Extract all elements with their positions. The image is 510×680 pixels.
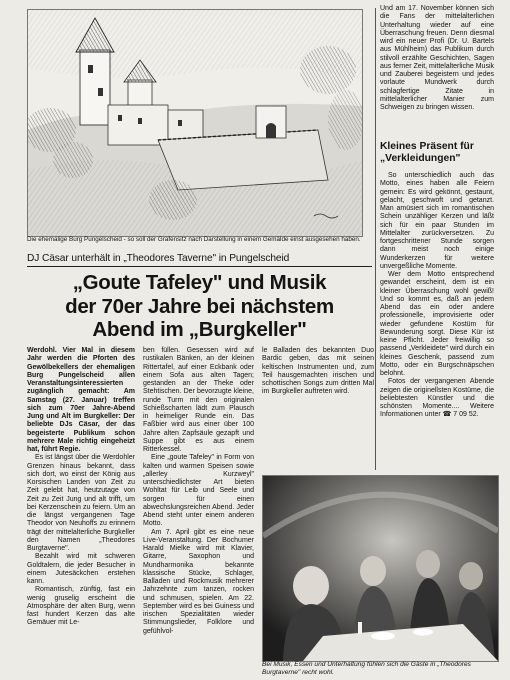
paragraph: le Balladen des bekannten Duo Bardic geben, das mit seinen keltischen Instrumenten und, zum Teil hausgemachten irischen und schottischen Songs zum dritten Mal im Burgkeller auftreten wird. (262, 347, 374, 396)
article-column-1 (27, 347, 135, 628)
paragraph: Am 7. April gibt es eine neue Live-Veranstaltung. Der Bochumer Harald Mielke wird mit Klavier, Gitarre, Saxophon und Mundharmonika bekannte klassische Stücke, Schlager, Balladen und Rockmusik mehrerer Jahrzehnte zum tanzen, rocken und schmusen, spielen. Am 22. September wird es bei Guiness und irischen Spezialitäten wieder Stimmungslieder, Folklore und gefühlvol- (143, 528, 254, 635)
top-photo-caption: Die ehemalige Burg Pungelscheid - so soll der Grafensitz nach Darstellung in einem Gemälde einst ausgesehen haben. (27, 236, 361, 243)
article-headline (27, 271, 372, 342)
paragraph: Und am 17. November können sich die Fans der mittelalterlichen Unterhaltung wieder auf eine Überraschung freuen. Denn diesmal wird ein neuer Profi (Dr. U. Bartels aus Mühlheim) das Publikum durch stilvoll erzählte Geschichten, Sagen aus ferner Zeit, mittelalterliche Musik und Zauberei begeistern und jedes vorlaute Mundwerk durch schlagfertige Zitate in mittelalterlicher Manier zum Schweigen zu bringen wissen. (380, 5, 494, 111)
kicker-rule (27, 266, 372, 267)
paragraph: Romantisch, zünftig, fast ein wenig gruselig erscheint die Atmosphäre der alten Burg, wenn fast hundert Kerzen das alte Gemäuer mit Le- (27, 586, 135, 627)
paragraph: Eine „goute Tafeley" in Form von kalten und warmen Speisen sowie „allerley Kurzweyl" unterschiedlichster Art bieten Wohltat für Leib und Seele und sorgen für einen abwechslungsreichen Abend. Jeder Abend steht unter einem anderen Motto. (143, 454, 254, 528)
subheading-line-1: Kleines Präsent für (380, 141, 474, 152)
headline-line-1: „Goute Tafeley" und Musik (72, 271, 327, 294)
paragraph: Fotos der vergangenen Abende zeigen die originellsten Kostüme, die beliebtesten Künstler und die schönsten Momente.... Weitere Informationen unter ☎ 7 09 52. (380, 378, 495, 419)
right-column-bottom (380, 172, 494, 420)
headline-line-2: der 70er Jahre bei nächstem (65, 294, 334, 318)
article-kicker: DJ Cäsar unterhält in „Theodores Taverne" in Pungelscheid (27, 253, 290, 264)
guests-photo (262, 475, 499, 662)
right-subheading (380, 141, 500, 165)
paragraph: Wer dem Motto entsprechend gewandet erscheint, dem ist ein kleiner Überraschung wohl gewiß! Und so kommt es, daß an jedem Abend das ein oder andere professionelle, improvisierte oder wieder gefundene Kostüm für Bewunderung sorgt. Diese Kür ist keine Pflicht. Jeder freiwillig so passend „Verkleidete" wird durch ein kleines Geschenk, passend zum Motto, oder ein Burgschnäpschen belohnt. (380, 271, 494, 377)
article-column-2 (143, 347, 254, 636)
paragraph: Bezahlt wird mit schweren Goldtalern, die jeder Besucher in einem Jutesäckchen erstehen kann. (27, 553, 135, 585)
castle-painting-image (28, 10, 362, 236)
column-rule (375, 8, 376, 470)
subheading-line-2: „Verkleidungen" (380, 153, 461, 164)
guests-photo-image (263, 476, 498, 661)
headline-line-3: Abend im „Burgkeller" (92, 318, 307, 341)
paragraph: So unterschiedlich auch das Motto, eines haben alle Feiern gemein: Es wird gekönnt, gestaunt, gelacht, geschwoft und getanzt. Man amüsiert sich im romantischen Schein unzähliger Kerzen und läßt sich für ein paar Stunden im Mittelalter zurückversetzen. Zu fortgeschrittener Stunde sorgen dann meist noch einige Wunderkerzen für weitere unvergeßliche Momente. (380, 172, 494, 270)
paragraph: Es ist längst über die Werdohler Grenzen hinaus bekannt, dass sich dort, wo einst der König aus Korsischen Landen von Zeit zu Zeit gelebt hat, heutzutage von Zeit zu Zeit Jung und alt trifft, um bei Kerzenschein zu feiern. Um an die längst vergangenen Tage Theodor von Neuhoffs zu erinnern trägt der mittelalterliche Burgkeller den Namen „Theodores Burgtaverne". (27, 454, 135, 552)
article-column-3 (262, 347, 374, 397)
bottom-photo-caption: Bei Musik, Essen und Unterhaltung fühlen sich die Gäste in „Theodores Burgtaverne" recht wohl. (262, 661, 471, 676)
paragraph: ben füllen. Gesessen wird auf rustikalen Bänken, an der kleinen Rittertafel, auf einer Eckbank oder einem Sofa aus alten Tagen; gestanden an der Theke oder Stehtischen. Der bevorzugte kleine, runde Turm mit den originalen Schießscharten lädt zum Plausch in heimeliger Runde ein. Das Faßbier wird aus einer über 100 Jahre alten Zapfsäule gezapft und Suppe gibt es aus einem Ritterkessel. (143, 347, 254, 453)
castle-painting (27, 9, 363, 237)
right-column-top (380, 5, 494, 112)
paragraph: Werdohl. Vier Mal in diesem Jahr werden die Pforten des Gewölbekellers der ehemaligen Burg Pungelscheid allen Veranstaltungsinteressierten zugänglich gemacht: Am Samstag (27. Januar) treffen sich zum 70er Jahre-Abend Jung und Alt im Burgkeller: Der beliebte DJs Cäsar, der das begeisterte Publikum schon mehrere Male richtig eingeheizt hat, führt Regie. (27, 347, 135, 453)
